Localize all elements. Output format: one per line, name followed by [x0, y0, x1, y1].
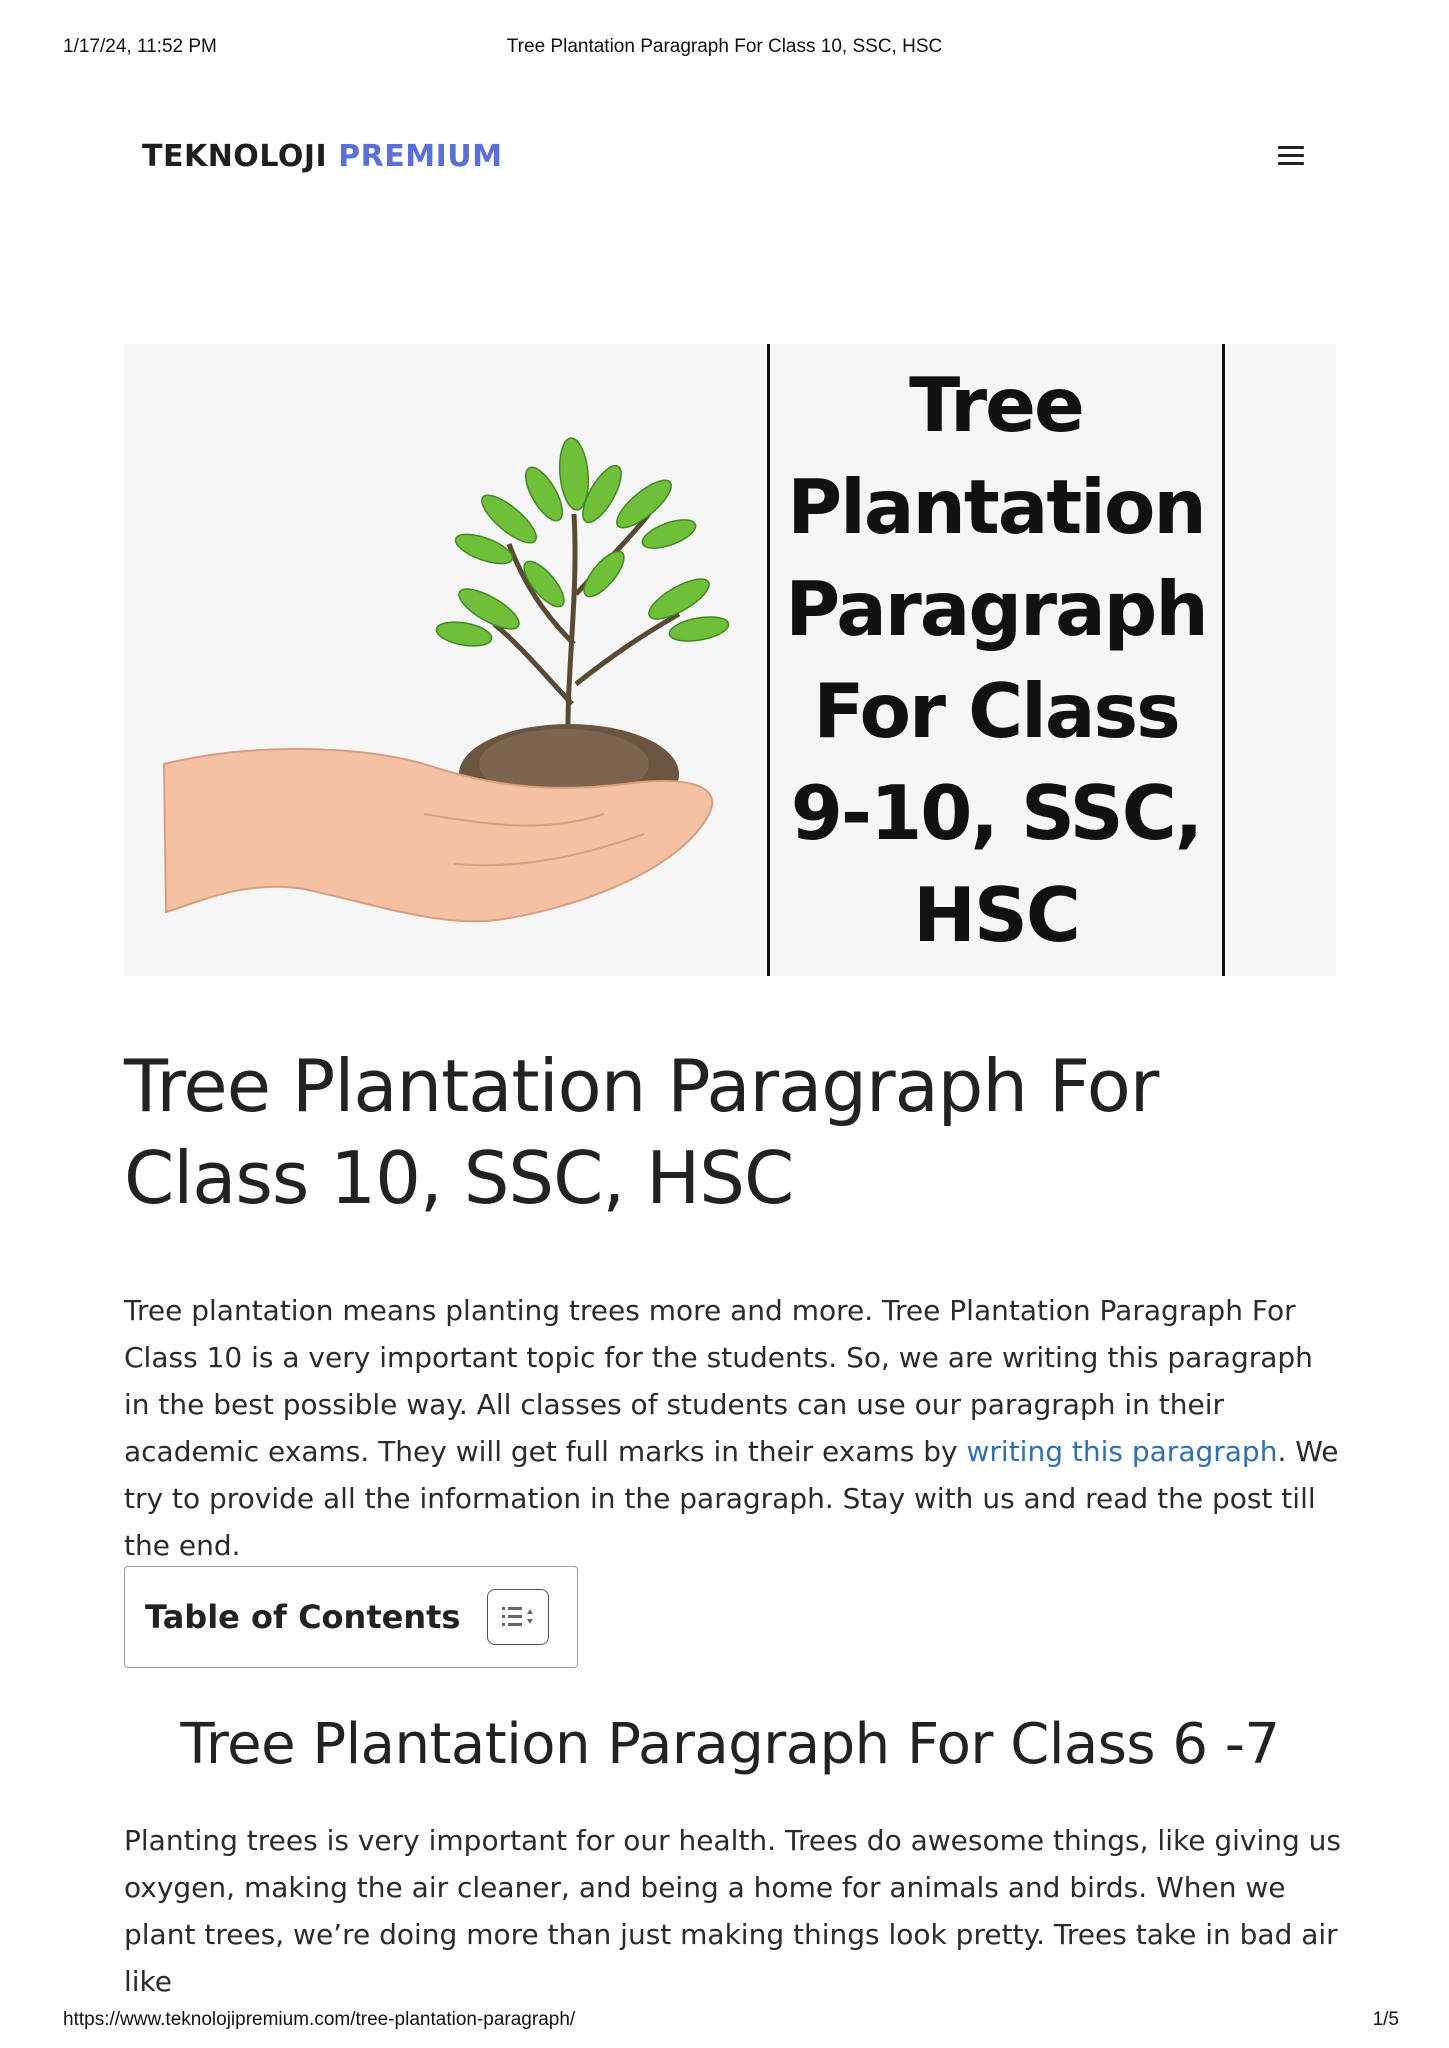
hero-line: 9-10, SSC, — [790, 769, 1202, 857]
section-paragraph: Planting trees is very important for our health. Trees do awesome things, like giving us oxygen, making the air cleaner, and being a home for animals and birds. When we plant trees, we’re doing more than just making things look pretty. Trees take in bad air like — [124, 1824, 1341, 1998]
hero-line: Paragraph — [785, 565, 1207, 653]
intro-text: Tree plantation means planting trees more and more. Tree Plantation Paragraph For Class 10 is a very important topic for the students. So, we are writing this paragraph in the best possible way. All classes of students can use our paragraph in their academic exams. They will get full marks in their exams by — [124, 1294, 1313, 1468]
menu-bar — [1278, 162, 1304, 165]
hero-line: Plantation — [787, 463, 1205, 551]
intro-text-end: . We try to provide all the information in the paragraph. Stay with us and read the post till the end. — [124, 1435, 1339, 1562]
intro-paragraph — [124, 1287, 1344, 1569]
logo-text-main: TEKNOLOJI — [142, 139, 328, 174]
toc-title: Table of Contents — [145, 1598, 461, 1636]
print-doc-title: Tree Plantation Paragraph For Class 10, SSC, HSC — [506, 36, 943, 57]
print-footer — [0, 2009, 1449, 2033]
hero-line: HSC — [913, 871, 1079, 959]
hand-with-sapling-illustration — [124, 344, 764, 976]
menu-bar — [1278, 154, 1304, 157]
table-of-contents — [124, 1566, 578, 1668]
list-icon — [488, 1590, 547, 1643]
site-header — [142, 132, 1307, 182]
print-header — [0, 36, 1449, 60]
section-title: Tree Plantation Paragraph For Class 6 -7 — [180, 1712, 1280, 1777]
print-url: https://www.teknolojipremium.com/tree-plantation-paragraph/ — [63, 2009, 576, 2030]
print-datetime: 1/17/24, 11:52 PM — [63, 36, 217, 57]
site-logo[interactable] — [142, 132, 1307, 182]
featured-image — [124, 344, 1336, 976]
hero-line: For Class — [813, 667, 1179, 755]
logo-text-accent: PREMIUM — [338, 139, 503, 174]
hamburger-menu-icon[interactable] — [1275, 142, 1307, 172]
hero-title-box — [767, 344, 1225, 976]
writing-paragraph-link[interactable]: writing this paragraph — [966, 1435, 1278, 1468]
print-page-number: 1/5 — [1372, 2009, 1399, 2030]
menu-bar — [1278, 146, 1304, 149]
page-title: Tree Plantation Paragraph For Class 10, SSC, HSC — [124, 1044, 1159, 1220]
list-toggle-icon[interactable] — [487, 1589, 549, 1645]
hero-line: Tree — [909, 361, 1083, 449]
